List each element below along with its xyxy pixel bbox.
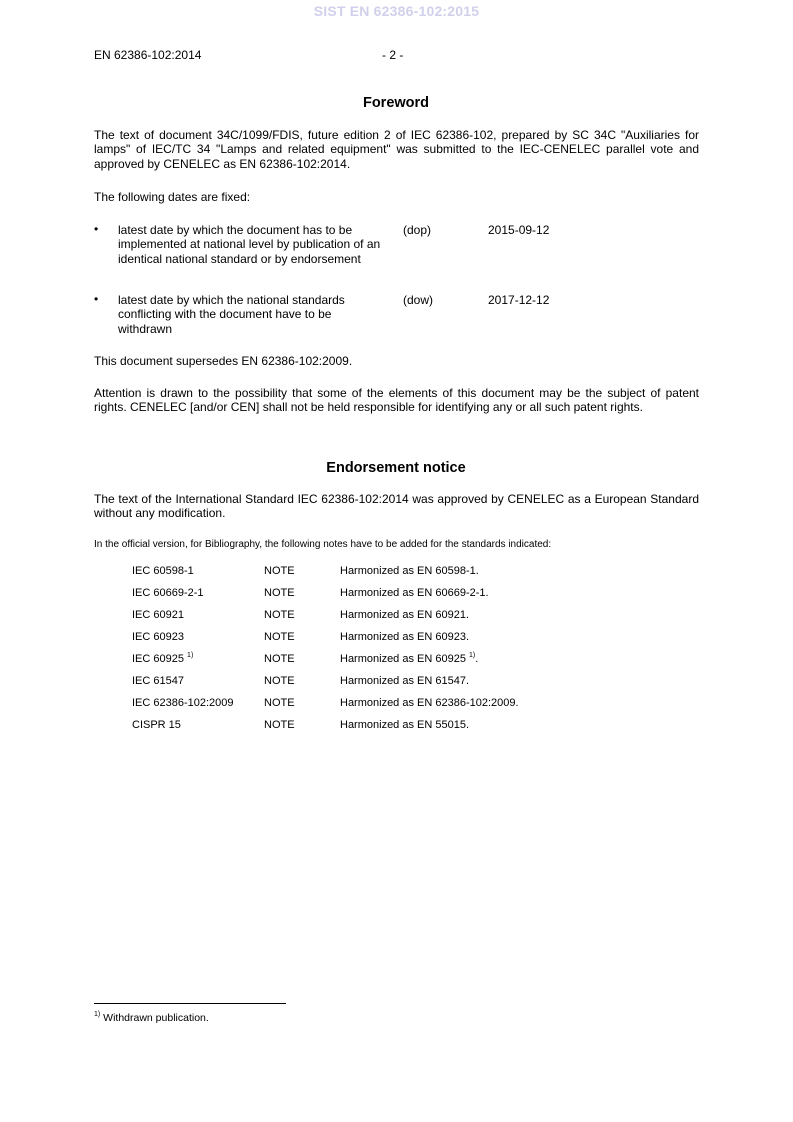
standard-ref: IEC 60598-1 (132, 565, 194, 577)
page-number: - 2 - (382, 48, 404, 62)
dates-intro: The following dates are fixed: (94, 190, 251, 204)
harmonized-text: Harmonized as EN 55015. (340, 719, 470, 731)
bibliography-intro: In the official version, for Bibliography, the following notes have to be added for the standards indicated: (94, 539, 552, 550)
harmonized-text: Harmonized as EN 61547. (340, 675, 470, 687)
standard-ref: IEC 60669-2-1 (132, 587, 204, 599)
bullet-icon: • (94, 292, 99, 306)
date-item-date: 2017-12-12 (488, 293, 550, 307)
harmonized-text: Harmonized as EN 60923. (340, 631, 470, 643)
footnote (94, 1012, 209, 1025)
endorsement-text: The text of the International Standard IEC 62386-102:2014 was approved by CENELEC as a European Standard without any modification. (94, 492, 699, 521)
note-label: NOTE (264, 653, 295, 665)
harmonized-text: Harmonized as EN 60598-1. (340, 565, 479, 577)
note-label: NOTE (264, 565, 295, 577)
note-label: NOTE (264, 719, 295, 731)
standard-ref: IEC 60925 $^{1)}$ (132, 652, 194, 665)
endorsement-title: Endorsement notice (326, 460, 466, 476)
harmonized-text: Harmonized as EN 60669-2-1. (340, 587, 489, 599)
note-label: NOTE (264, 609, 295, 621)
standard-ref: IEC 60923 (132, 631, 184, 643)
standard-ref: IEC 62386-102:2009 (132, 697, 234, 709)
date-item-code: (dop) (403, 223, 432, 237)
date-item-date: 2015-09-12 (488, 223, 550, 237)
footnote-ref: 1) (187, 652, 194, 659)
note-label: NOTE (264, 631, 295, 643)
date-item-text: latest date by which the document has to be implemented at national level by publication of an identical national standard or by endorsement (118, 223, 381, 266)
footnote-text: Withdrawn publication. (103, 1012, 209, 1024)
footnote-divider (94, 1003, 286, 1004)
bullet-icon: • (94, 222, 99, 236)
standard-ref: IEC 60921 (132, 609, 184, 621)
foreword-intro: The text of document 34C/1099/FDIS, future edition 2 of IEC 62386-102, prepared by SC 34C "Auxiliaries for lamps" of IEC/TC 34 "Lamps and related equipment" was submitted to the IEC-CENELEC parallel vote and approved by CENELEC as EN 62386-102:2014. (94, 128, 699, 171)
harmonized-text: Harmonized as EN 60925 $^{1)}$. (340, 652, 479, 665)
footnote-ref: 1) (469, 652, 476, 659)
watermark: SIST EN 62386-102:2015 (313, 3, 480, 19)
harmonized-text: Harmonized as EN 60921. (340, 609, 470, 621)
note-label: NOTE (264, 697, 295, 709)
harmonized-text: Harmonized as EN 62386-102:2009. (340, 697, 519, 709)
note-label: NOTE (264, 587, 295, 599)
standard-ref: IEC 61547 (132, 675, 184, 687)
foreword-title: Foreword (362, 95, 430, 111)
date-item-code: (dow) (403, 293, 434, 307)
header-doc-id: EN 62386-102:2014 (94, 48, 202, 62)
patent-note: Attention is drawn to the possibility that some of the elements of this document may be the subject of patent rights. CENELEC [and/or CEN] shall not be held responsible for identifying any or all such patent rights. (94, 386, 699, 415)
footnote-mark: 1) (94, 1011, 101, 1018)
date-item-text: latest date by which the national standards conflicting with the document have to be withdrawn (118, 293, 345, 336)
note-label: NOTE (264, 675, 295, 687)
supersedes-note: This document supersedes EN 62386-102:2009. (94, 354, 353, 368)
standard-ref: CISPR 15 (132, 719, 181, 731)
